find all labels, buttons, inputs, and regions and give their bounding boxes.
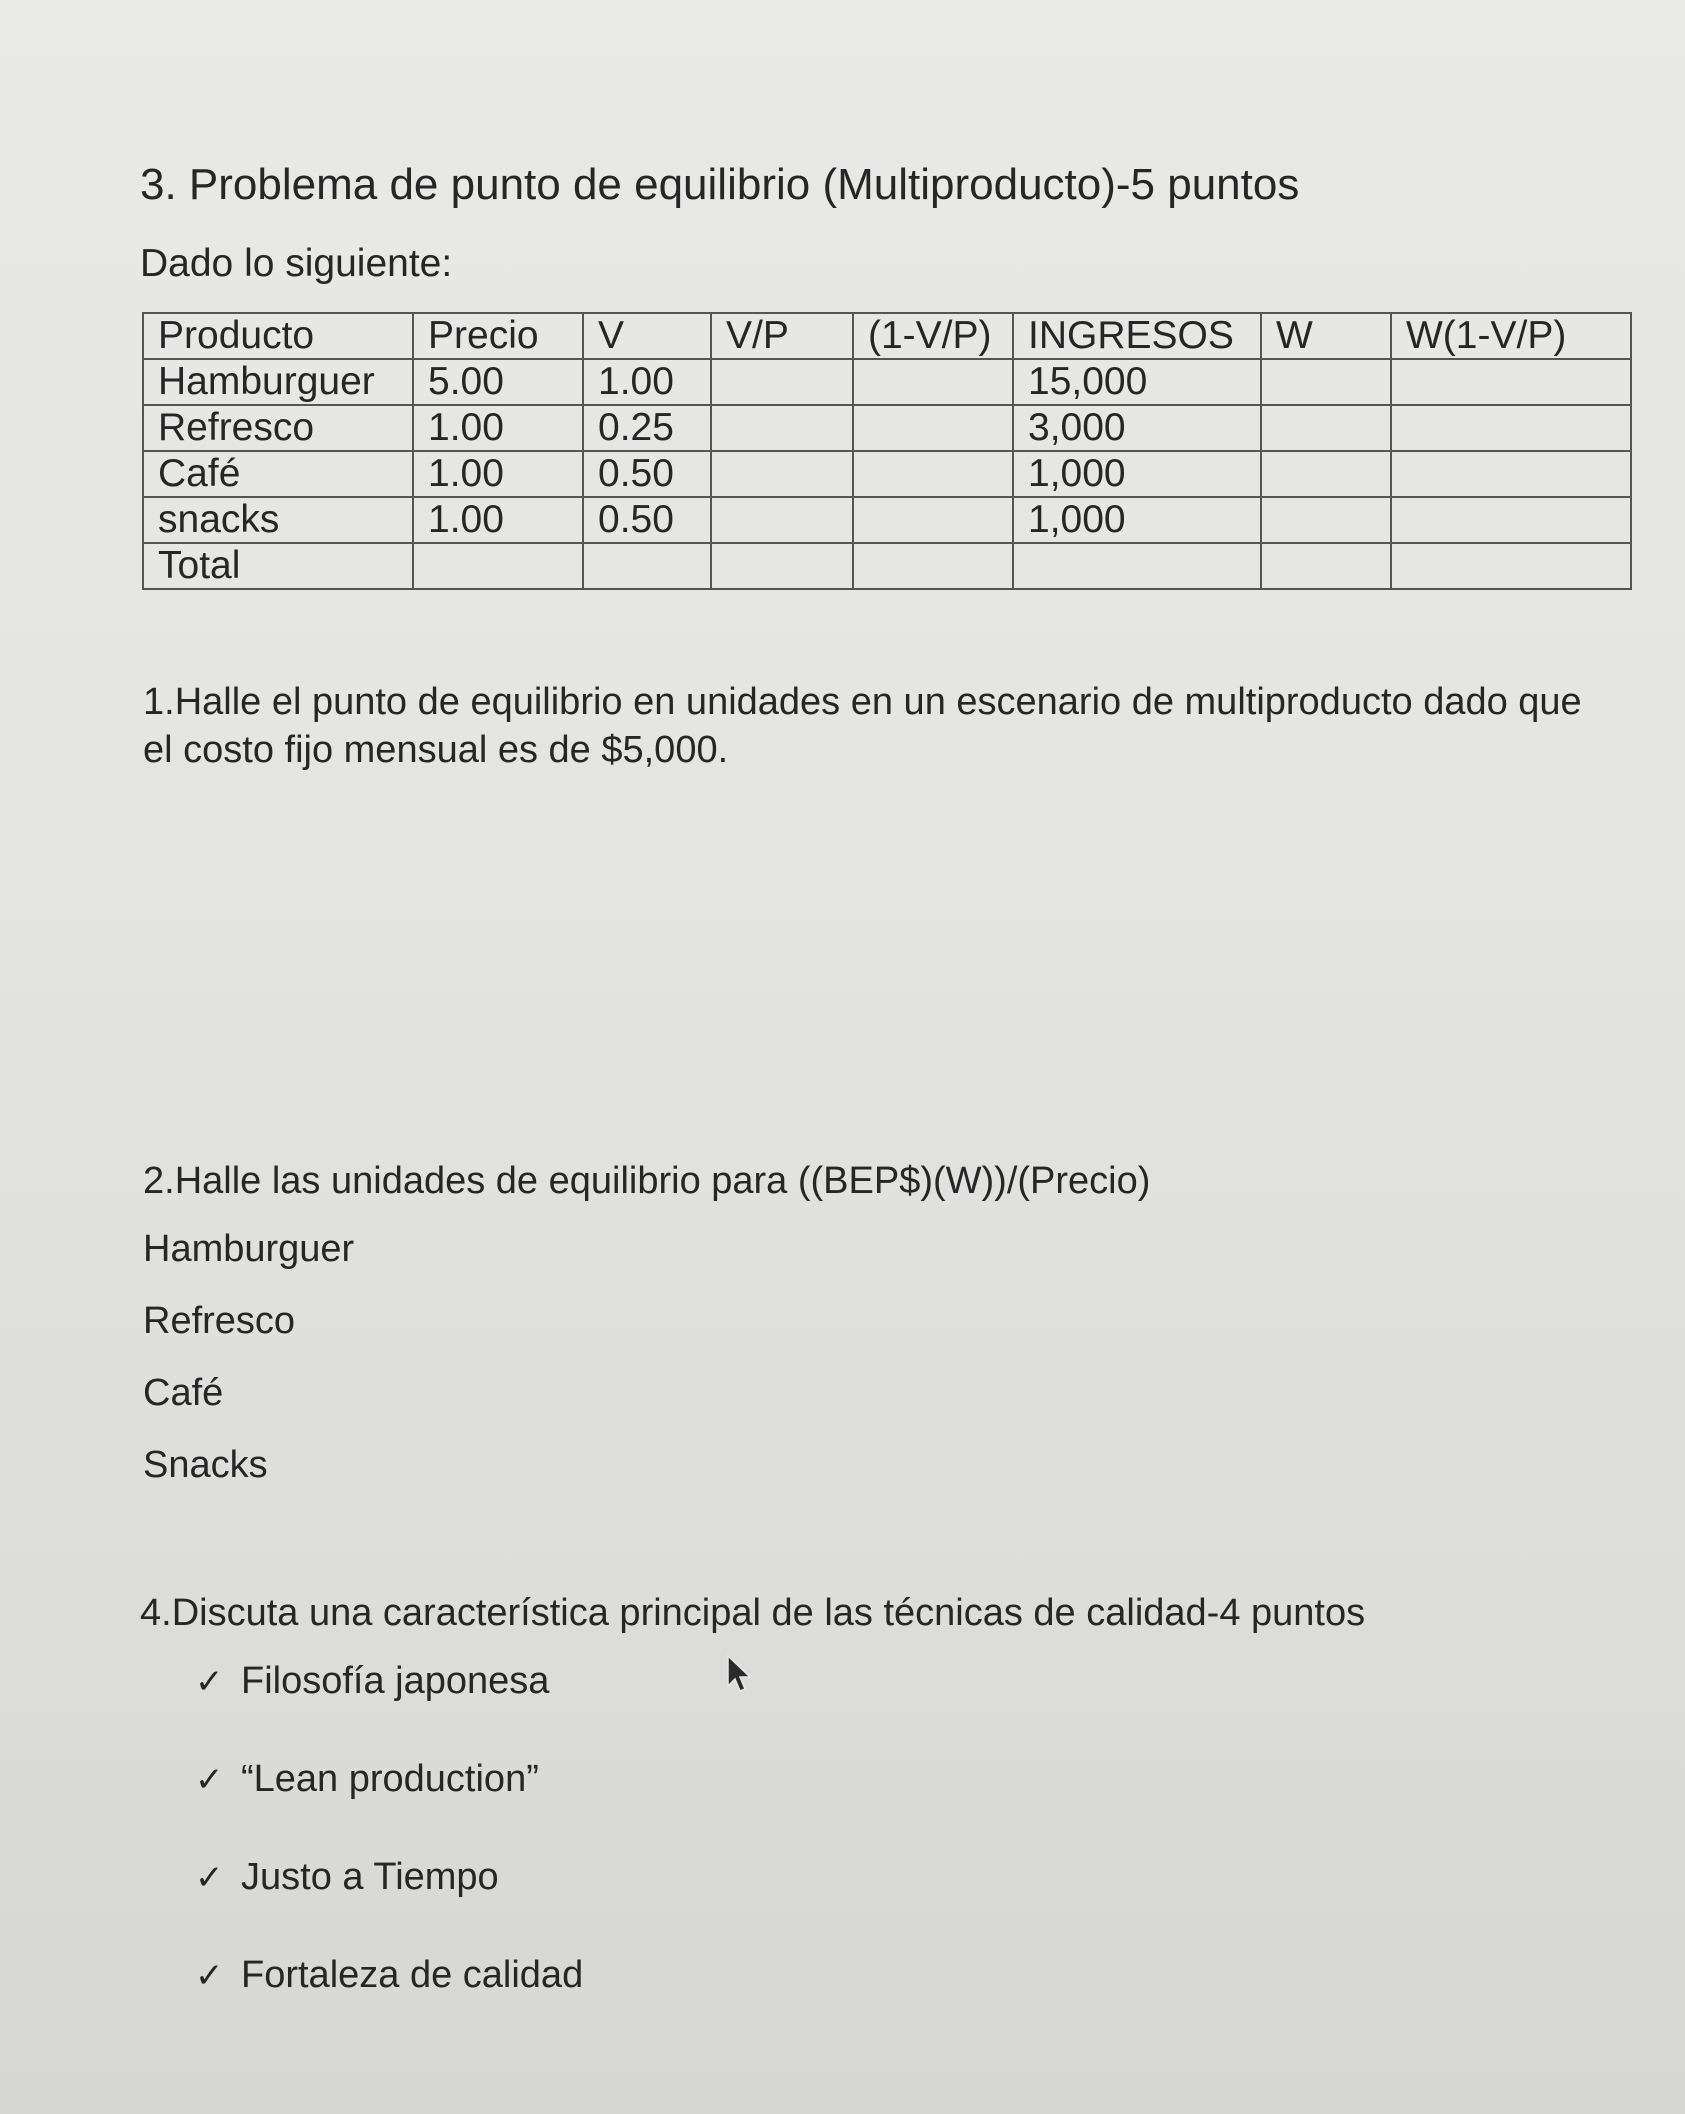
intro-text: Dado lo siguiente: bbox=[140, 242, 453, 285]
checkmark-icon: ✓ bbox=[195, 1859, 224, 1897]
problem-heading: 3. Problema de punto de equilibrio (Multiproducto)-5 puntos bbox=[140, 160, 1300, 209]
question-2-prompt: 2.Halle las unidades de equilibrio para ((BEP$)(W))/(Precio) bbox=[143, 1160, 1151, 1202]
table-cell bbox=[853, 405, 1013, 451]
table-cell bbox=[1261, 405, 1391, 451]
table-cell bbox=[1391, 405, 1631, 451]
table-cell: Café bbox=[143, 451, 413, 497]
table-cell bbox=[1261, 497, 1391, 543]
checklist-item-label: Filosofía japonesa bbox=[241, 1660, 550, 1702]
question-4-prompt: 4.Discuta una característica principal de las técnicas de calidad-4 puntos bbox=[140, 1592, 1366, 1634]
table-cell bbox=[711, 497, 853, 543]
table-cell: 0.50 bbox=[583, 451, 711, 497]
table-cell bbox=[1391, 543, 1631, 589]
table-cell bbox=[1261, 451, 1391, 497]
checklist-item bbox=[195, 1856, 583, 1954]
table-row bbox=[143, 451, 1631, 497]
column-header: W(1-V/P) bbox=[1391, 313, 1631, 359]
list-item: Café bbox=[143, 1372, 224, 1414]
table-header-row bbox=[143, 313, 1631, 359]
table-cell bbox=[413, 543, 583, 589]
table-cell bbox=[1261, 543, 1391, 589]
table-cell: 0.25 bbox=[583, 405, 711, 451]
table-cell bbox=[1013, 543, 1261, 589]
table-cell bbox=[711, 359, 853, 405]
question-1: 1.Halle el punto de equilibrio en unidades en un escenario de multiproducto dado que el costo fijo mensual es de $5,000. bbox=[143, 681, 1582, 771]
column-header: Precio bbox=[413, 313, 583, 359]
list-item: Snacks bbox=[143, 1444, 268, 1486]
cost-table bbox=[142, 312, 1632, 590]
checklist-item bbox=[195, 1954, 583, 2052]
checklist-item-label: “Lean production” bbox=[241, 1758, 539, 1800]
mouse-pointer-icon bbox=[726, 1654, 752, 1694]
table-cell: 1.00 bbox=[413, 497, 583, 543]
column-header: V bbox=[583, 313, 711, 359]
table-cell: 15,000 bbox=[1013, 359, 1261, 405]
table-cell bbox=[853, 451, 1013, 497]
table-cell: 1.00 bbox=[413, 405, 583, 451]
table-cell: 0.50 bbox=[583, 497, 711, 543]
table-cell bbox=[711, 543, 853, 589]
table-cell bbox=[853, 497, 1013, 543]
checklist-item bbox=[195, 1758, 583, 1856]
table-cell: Hamburguer bbox=[143, 359, 413, 405]
column-header: Producto bbox=[143, 313, 413, 359]
column-header: (1-V/P) bbox=[853, 313, 1013, 359]
table-cell: snacks bbox=[143, 497, 413, 543]
table-cell: 5.00 bbox=[413, 359, 583, 405]
table-cell bbox=[711, 405, 853, 451]
table-cell bbox=[1391, 359, 1631, 405]
checklist-item bbox=[195, 1660, 583, 1758]
table-row bbox=[143, 405, 1631, 451]
column-header: INGRESOS bbox=[1013, 313, 1261, 359]
table-cell bbox=[853, 359, 1013, 405]
table-cell bbox=[1261, 359, 1391, 405]
table-cell bbox=[583, 543, 711, 589]
table-cell bbox=[1391, 451, 1631, 497]
table-cell bbox=[853, 543, 1013, 589]
table-row bbox=[143, 497, 1631, 543]
table-cell: 1,000 bbox=[1013, 451, 1261, 497]
checkmark-icon: ✓ bbox=[195, 1957, 224, 1995]
column-header: W bbox=[1261, 313, 1391, 359]
checkmark-icon: ✓ bbox=[195, 1663, 224, 1701]
question-4-checklist bbox=[195, 1660, 583, 2052]
table-total-row bbox=[143, 543, 1631, 589]
list-item: Hamburguer bbox=[143, 1228, 355, 1270]
list-item: Refresco bbox=[143, 1300, 296, 1342]
column-header: V/P bbox=[711, 313, 853, 359]
checklist-item-label: Fortaleza de calidad bbox=[241, 1954, 584, 1996]
table-cell: 1.00 bbox=[583, 359, 711, 405]
table-cell bbox=[711, 451, 853, 497]
checklist-item-label: Justo a Tiempo bbox=[241, 1856, 499, 1898]
table-row bbox=[143, 359, 1631, 405]
table-cell: Total bbox=[143, 543, 413, 589]
table-cell: 1,000 bbox=[1013, 497, 1261, 543]
table-cell: 1.00 bbox=[413, 451, 583, 497]
table-cell bbox=[1391, 497, 1631, 543]
table-cell: Refresco bbox=[143, 405, 413, 451]
question-2-list bbox=[143, 1228, 354, 1516]
checkmark-icon: ✓ bbox=[195, 1761, 224, 1799]
table-cell: 3,000 bbox=[1013, 405, 1261, 451]
